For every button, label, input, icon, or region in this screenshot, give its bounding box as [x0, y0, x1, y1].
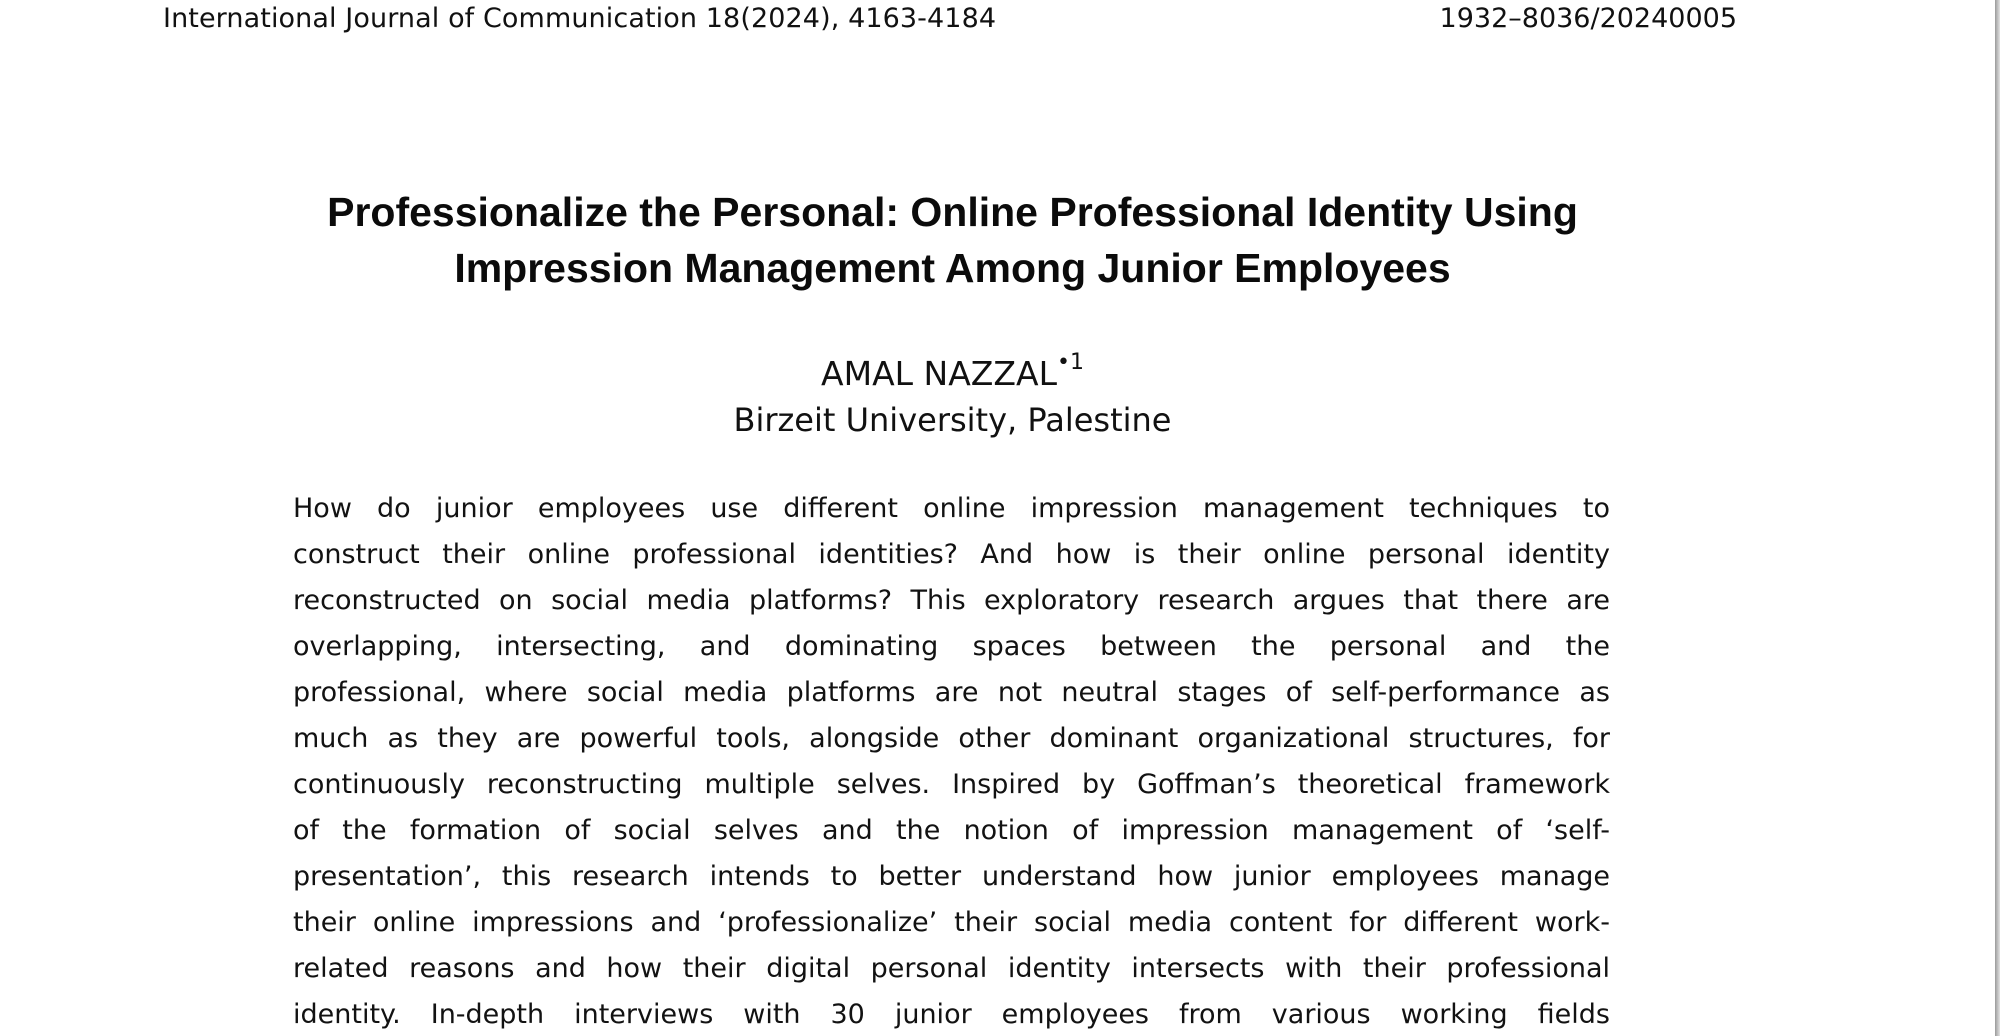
abstract-line: overlapping, intersecting, and dominating spaces between the personal and the: [293, 631, 1610, 662]
title-line-1: Professionalize the Personal: Online Professional Identity Using: [327, 189, 1578, 235]
author-affiliation: Birzeit University, Palestine: [733, 401, 1172, 439]
abstract-line: reconstructed on social media platforms? This exploratory research argues that there are: [293, 585, 1610, 616]
abstract-line: related reasons and how their digital personal identity intersects with their professional: [293, 953, 1610, 984]
abstract-line: How do junior employees use different online impression management techniques to: [293, 493, 1610, 524]
issn-running-head: 1932–8036/20240005: [1439, 3, 1737, 34]
abstract-line: continuously reconstructing multiple selves. Inspired by Goffman’s theoretical framework: [293, 769, 1610, 800]
journal-running-head: International Journal of Communication 18(2024), 4163-4184: [163, 3, 997, 34]
author-footnote-marks: •1: [1056, 350, 1084, 375]
abstract-line: identity. In-depth interviews with 30 junior employees from various working fields: [293, 999, 1610, 1030]
author-name-block: [260, 352, 1645, 396]
author-name: AMAL NAZZAL: [821, 354, 1057, 393]
abstract-line: their online impressions and ‘professionalize’ their social media content for different work-: [293, 907, 1610, 938]
article-title: [260, 184, 1645, 296]
abstract-line: presentation’, this research intends to better understand how junior employees manage: [293, 861, 1610, 892]
abstract: [293, 486, 1610, 1036]
abstract-line: construct their online professional identities? And how is their online personal identity: [293, 539, 1610, 570]
abstract-line: of the formation of social selves and the notion of impression management of ‘self-: [293, 815, 1610, 846]
page-edge-shadow: [1995, 0, 2000, 1036]
title-line-2: Impression Management Among Junior Employees: [454, 245, 1451, 291]
abstract-line: professional, where social media platforms are not neutral stages of self-performance as: [293, 677, 1610, 708]
abstract-line: much as they are powerful tools, alongside other dominant organizational structures, for: [293, 723, 1610, 754]
